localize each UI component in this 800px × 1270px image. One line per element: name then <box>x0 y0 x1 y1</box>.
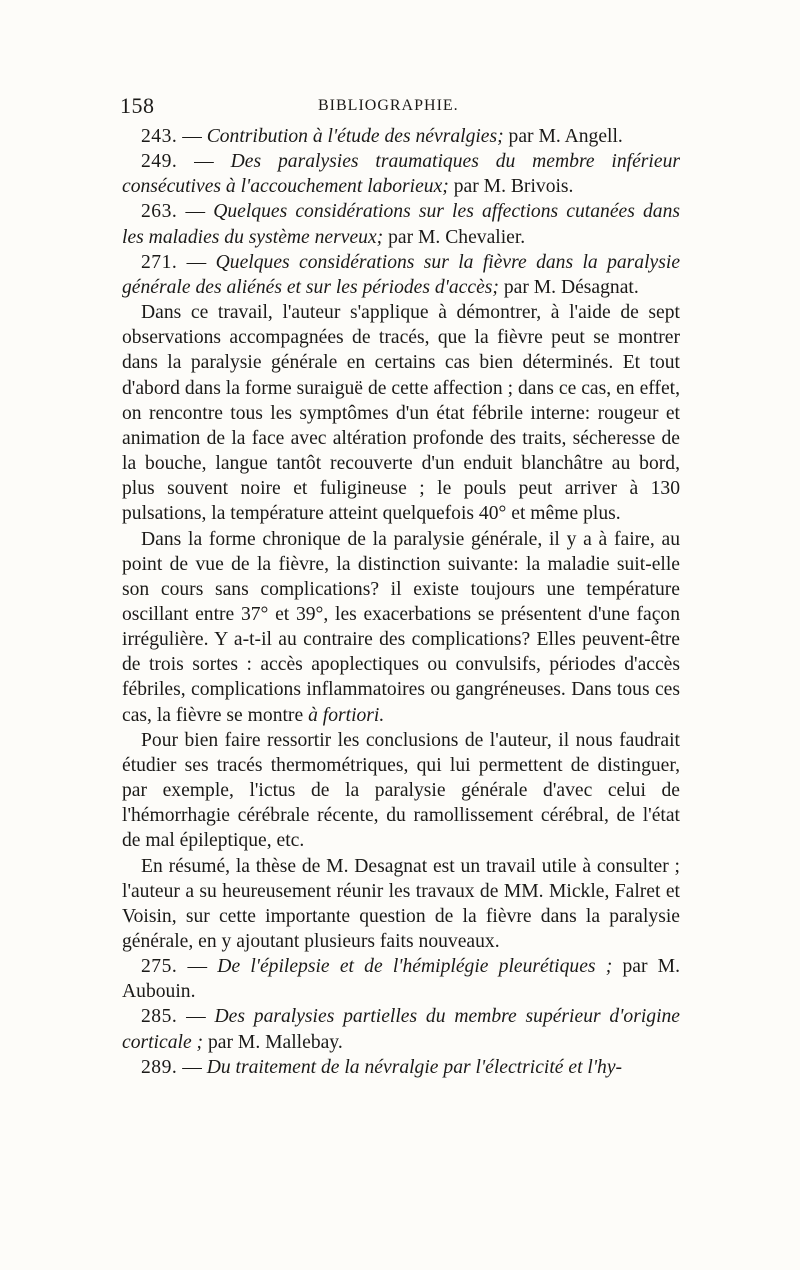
italic-phrase: à fortiori. <box>308 704 385 726</box>
entry-author: par M. Mallebay. <box>203 1031 343 1053</box>
entry-title: Du traitement de la névralgie par l'électricité et l'hy- <box>206 1056 623 1078</box>
entry-title: Quelques considérations sur la fièvre dans la paralysie générale des aliénés et sur les périodes d'accès; <box>122 251 681 298</box>
entry-title: Quelques considérations sur les affections cutanées dans les maladies du système nerveux; <box>122 201 681 248</box>
entry-title: Des paralysies partielles du membre supérieur d'origine corticale ; <box>122 1006 681 1053</box>
entry-number: 289. <box>141 1056 178 1078</box>
entry-dash: — <box>177 201 214 223</box>
entry-dash: — <box>177 126 207 147</box>
entry-author: par M. Brivois. <box>448 176 574 198</box>
entry-author: par M. Chevalier. <box>383 226 526 248</box>
page-header <box>120 93 680 121</box>
bibliography-entry <box>122 199 680 249</box>
entry-number: 275. <box>141 956 178 978</box>
entry-author: par M. Désagnat. <box>498 276 639 298</box>
bibliography-entry <box>122 954 680 1004</box>
review-paragraph: En résumé, la thèse de M. Desagnat est un travail utile à consulter ; l'auteur a su heureusement réunir les travaux de MM. Mickle, Falret et Voisin, sur cette importante question de la fièvre dans la paralysie générale, en y ajoutant plusieurs faits nouveaux. <box>122 855 680 952</box>
entry-dash: — <box>177 251 216 273</box>
bibliography-entry <box>122 1055 680 1080</box>
review-paragraph: Pour bien faire ressortir les conclusions de l'auteur, il nous faudrait étudier ses tracés thermométriques, qui lui permettent de distinguer, par exemple, l'ictus de la paralysie générale d'avec celui de l'hémorrhagie cérébrale récente, du ramollissement cérébral, de l'état de mal épileptique, etc. <box>122 729 680 852</box>
entry-dash: — <box>177 151 231 173</box>
entry-number: 249. <box>141 151 178 173</box>
entry-number: 263. <box>141 201 178 223</box>
entry-number: 243. <box>141 126 178 147</box>
entry-title: Contribution à l'étude des névralgies; <box>206 126 504 147</box>
review-paragraph: Dans ce travail, l'auteur s'applique à démontrer, à l'aide de sept observations accompagnées de tracés, que la fièvre peut se montrer dans la paralysie générale en certains cas bien déterminés. Et tout d'abord dans la forme suraiguë de cette affection ; dans ce cas, en effet, on rencontre tous les symptômes d'un état fébrile interne: rougeur et animation de la face avec altération profonde des traits, sécheresse de la bouche, langue tantôt recouverte d'un enduit blanchâtre au bord, plus souvent noire et fuligineuse ; le pouls peut arriver à 130 pulsations, la température atteint quelquefois 40° et même plus. <box>122 302 680 525</box>
bibliography-entry <box>122 1004 680 1054</box>
bibliography-entry <box>122 250 680 300</box>
entry-author: par M. Angell. <box>503 126 623 147</box>
entry-number: 271. <box>141 251 178 273</box>
entry-author: par M. Aubouin. <box>122 956 680 1003</box>
bibliography-entry <box>122 124 680 149</box>
review-paragraph <box>122 527 680 728</box>
entry-dash: — <box>177 1006 215 1028</box>
entry-title: Des paralysies traumatiques du membre inférieur consécutives à l'accouchement laborieux; <box>122 151 680 198</box>
entry-dash: — <box>177 1056 207 1078</box>
bibliography-entry <box>122 149 680 199</box>
body-text <box>122 124 680 1080</box>
page-number: 158 <box>120 93 155 118</box>
running-head: BIBLIOGRAPHIE. <box>318 97 459 114</box>
entry-title: De l'épilepsie et de l'hémiplégie pleurétiques ; <box>217 956 613 978</box>
entry-dash: — <box>177 956 218 978</box>
review-paragraph-text: Dans la forme chronique de la paralysie générale, il y a à faire, au point de vue de la fièvre, la distinction suivante: la maladie suit-elle son cours sans complications? il existe toujours une température oscillant entre 37° et 39°, les exacerbations se présentent d'une façon irrégulière. Y a-t-il au contraire des complications? Elles peuvent-être de trois sortes : accès apoplectiques ou convulsifs, périodes d'accès fébriles, complications inflammatoires ou gangréneuses. Dans tous ces cas, la fièvre se montre <box>122 528 680 726</box>
entry-number: 285. <box>141 1006 178 1028</box>
